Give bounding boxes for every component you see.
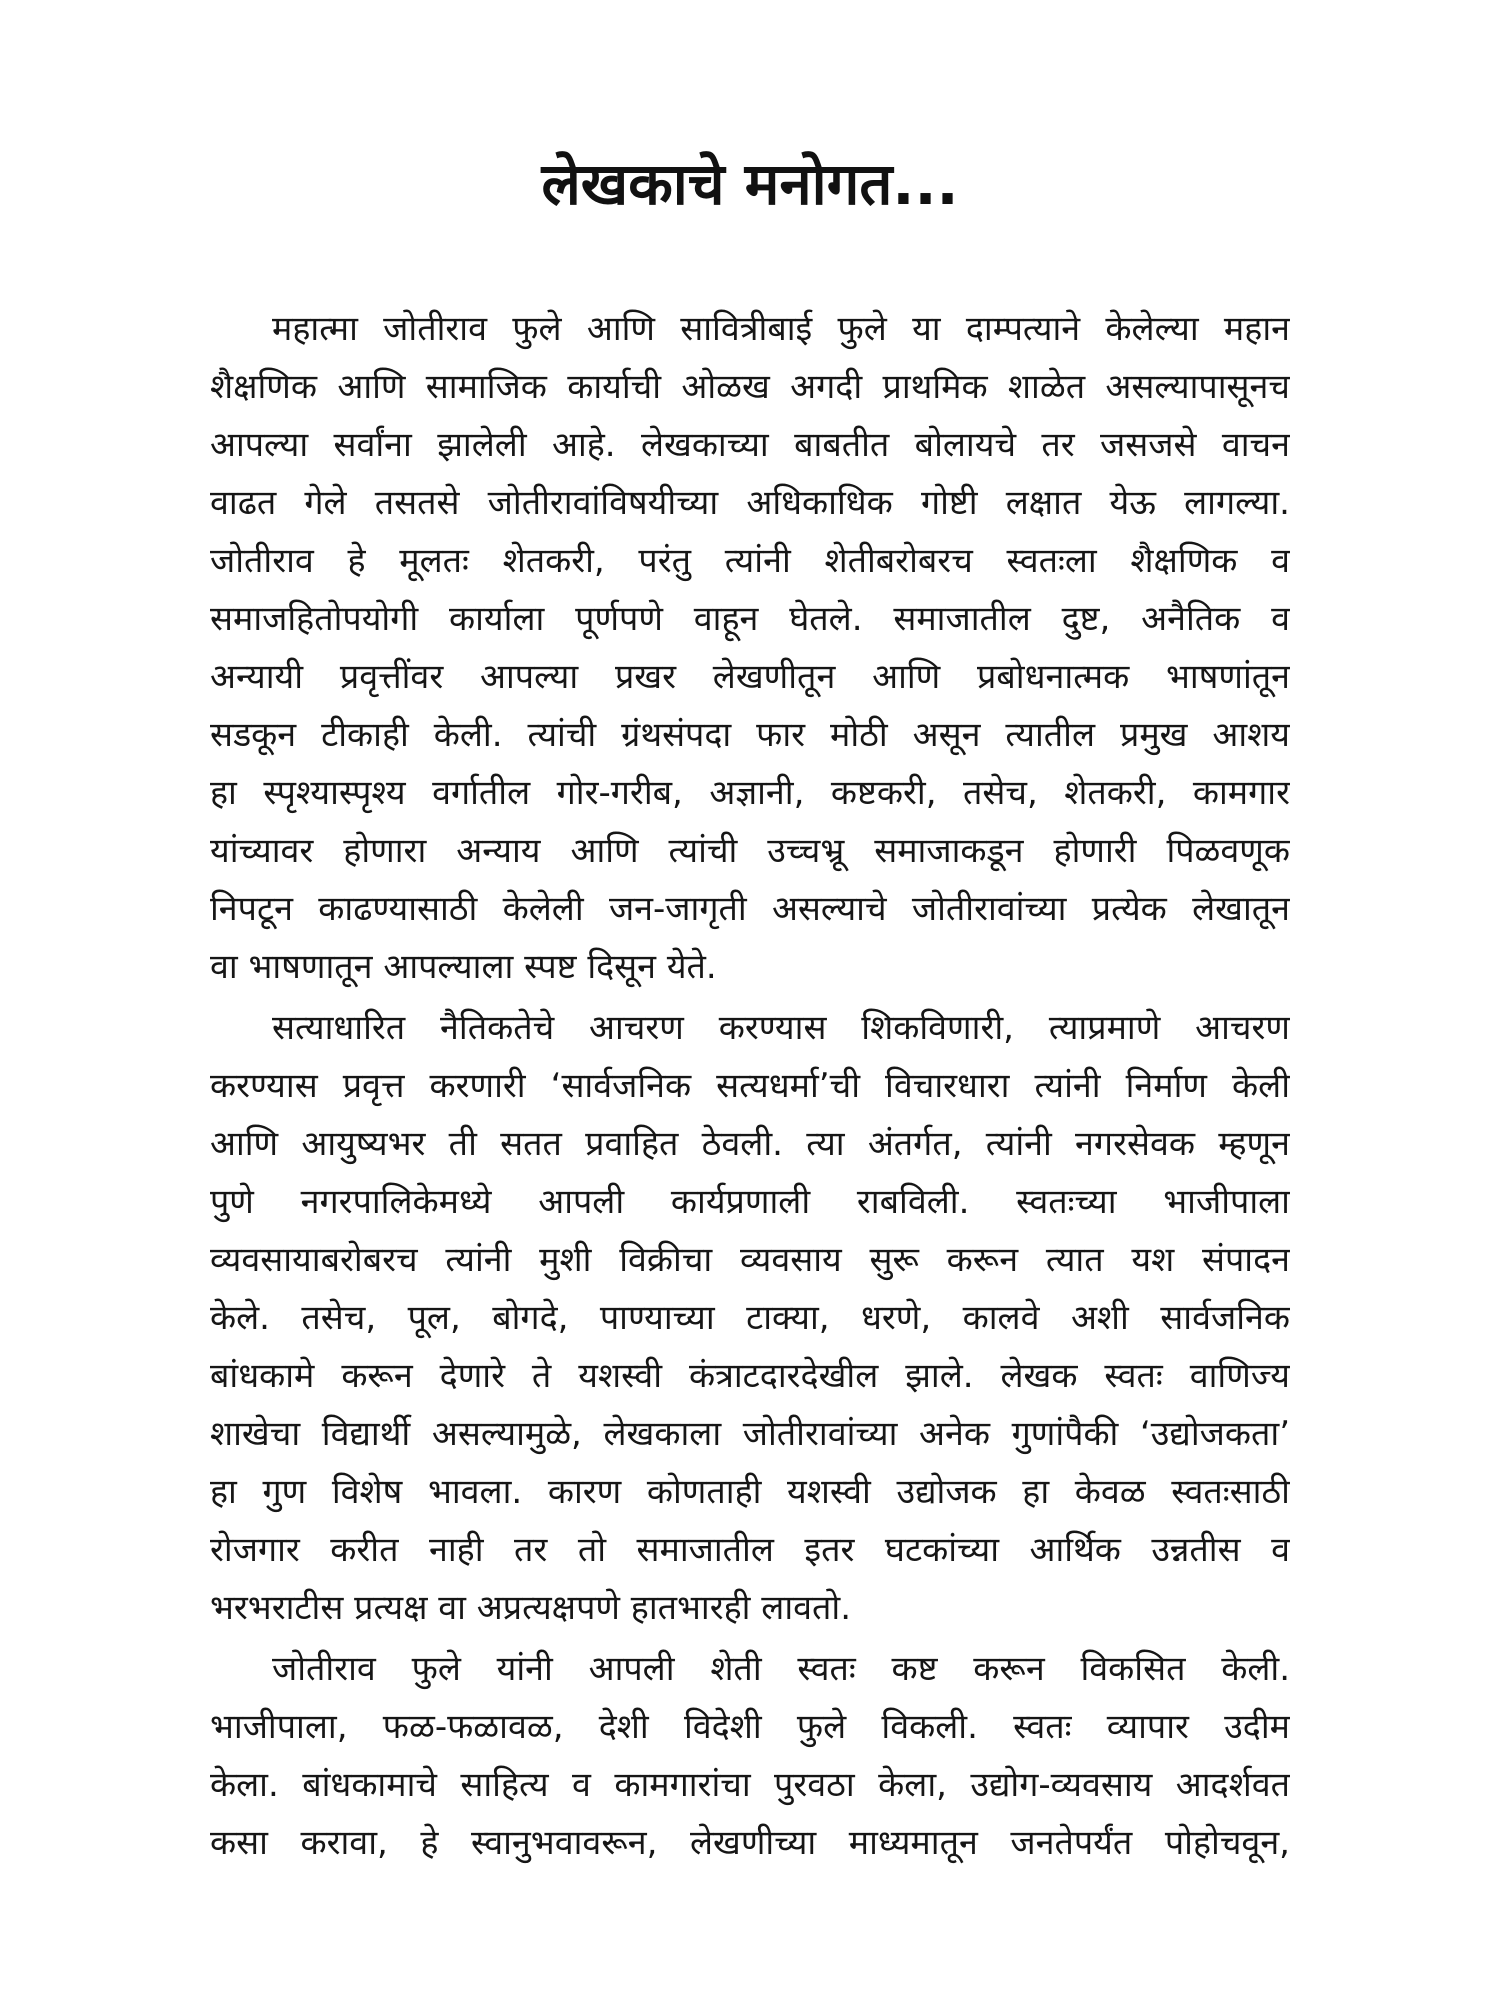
text-line: हा स्पृश्यास्पृश्य वर्गातील गोर-गरीब, अज्ञानी, कष्टकरी, तसेच, शेतकरी, कामगार <box>210 773 1290 813</box>
text-line: बांधकामे करून देणारे ते यशस्वी कंत्राटदारदेखील झाले. लेखक स्वतः वाणिज्य <box>210 1356 1290 1396</box>
paragraph-2 <box>210 999 1290 1637</box>
text-line: कसा करावा, हे स्वानुभवावरून, लेखणीच्या माध्यमातून जनतेपर्यंत पोहोचवून, <box>210 1823 1290 1863</box>
text-line: भाजीपाला, फळ-फळावळ, देशी विदेशी फुले विकली. स्वतः व्यापार उदीम <box>210 1707 1290 1747</box>
text-line: शैक्षणिक आणि सामाजिक कार्याची ओळख अगदी प्राथमिक शाळेत असल्यापासूनच <box>210 367 1290 407</box>
text-line: हा गुण विशेष भावला. कारण कोणताही यशस्वी उद्योजक हा केवळ स्वतःसाठी <box>210 1472 1290 1512</box>
text-line: केले. तसेच, पूल, बोगदे, पाण्याच्या टाक्या, धरणे, कालवे अशी सार्वजनिक <box>210 1298 1290 1338</box>
text-line: पुणे नगरपालिकेमध्ये आपली कार्यप्रणाली राबविली. स्वतःच्या भाजीपाला <box>210 1182 1290 1222</box>
text-line: निपटून काढण्यासाठी केलेली जन-जागृती असल्याचे जोतीरावांच्या प्रत्येक लेखातून <box>210 889 1290 929</box>
text-line: वा भाषणातून आपल्याला स्पष्ट दिसून येते. <box>210 947 717 987</box>
text-line: सडकून टीकाही केली. त्यांची ग्रंथसंपदा फार मोठी असून त्यातील प्रमुख आशय <box>210 715 1290 755</box>
text-line: भरभराटीस प्रत्यक्ष वा अप्रत्यक्षपणे हातभारही लावतो. <box>210 1588 852 1628</box>
text-line: समाजहितोपयोगी कार्याला पूर्णपणे वाहून घेतले. समाजातील दुष्ट, अनैतिक व <box>210 599 1290 639</box>
text-line: आणि आयुष्यभर ती सतत प्रवाहित ठेवली. त्या अंतर्गत, त्यांनी नगरसेवक म्हणून <box>210 1124 1290 1164</box>
text-line: रोजगार करीत नाही तर तो समाजातील इतर घटकांच्या आर्थिक उन्नतीस व <box>210 1530 1290 1570</box>
text-line: जोतीराव हे मूलतः शेतकरी, परंतु त्यांनी शेतीबरोबरच स्वतःला शैक्षणिक व <box>210 541 1290 581</box>
text-line: अन्यायी प्रवृत्तींवर आपल्या प्रखर लेखणीतून आणि प्रबोधनात्मक भाषणांतून <box>210 657 1290 697</box>
text-line: यांच्यावर होणारा अन्याय आणि त्यांची उच्चभ्रू समाजाकडून होणारी पिळवणूक <box>210 831 1290 871</box>
text-line: सत्याधारित नैतिकतेचे आचरण करण्यास शिकविणारी, त्याप्रमाणे आचरण <box>272 1008 1290 1048</box>
text-line: करण्यास प्रवृत्त करणारी ‘सार्वजनिक सत्यधर्मा’ची विचारधारा त्यांनी निर्माण केली <box>210 1066 1290 1106</box>
paragraph-3 <box>210 1640 1290 1872</box>
text-line: शाखेचा विद्यार्थी असल्यामुळे, लेखकाला जोतीरावांच्या अनेक गुणांपैकी ‘उद्योजकता’ <box>210 1414 1290 1454</box>
text-line: व्यवसायाबरोबरच त्यांनी मुशी विक्रीचा व्यवसाय सुरू करून त्यात यश संपादन <box>210 1240 1290 1280</box>
text-line: महात्मा जोतीराव फुले आणि सावित्रीबाई फुले या दाम्पत्याने केलेल्या महान <box>272 309 1290 349</box>
paragraph-1 <box>210 300 1290 996</box>
text-line: केला. बांधकामाचे साहित्य व कामगारांचा पुरवठा केला, उद्योग-व्यवसाय आदर्शवत <box>210 1765 1290 1805</box>
text-line: वाढत गेले तसतसे जोतीरावांविषयीच्या अधिकाधिक गोष्टी लक्षात येऊ लागल्या. <box>210 483 1290 523</box>
text-line: आपल्या सर्वांना झालेली आहे. लेखकाच्या बाबतीत बोलायचे तर जसजसे वाचन <box>210 425 1290 465</box>
body-text <box>210 300 1290 1875</box>
text-line: जोतीराव फुले यांनी आपली शेती स्वतः कष्ट करून विकसित केली. <box>272 1649 1290 1689</box>
page-title: लेखकाचे मनोगत... <box>541 150 959 218</box>
